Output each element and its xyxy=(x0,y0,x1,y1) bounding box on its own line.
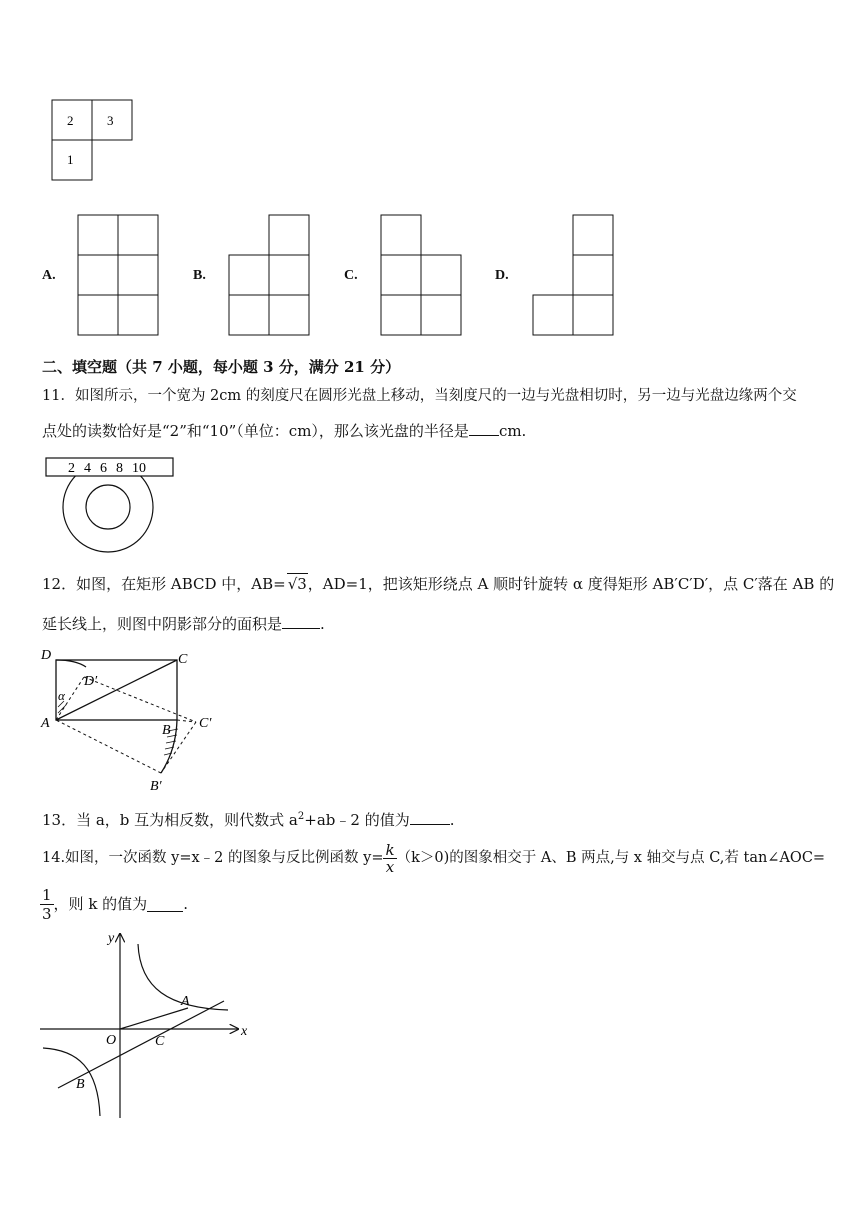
q14-line1-a: 14.如图，一次函数 y=x﹣2 的图象与反比例函数 y= xyxy=(42,850,384,866)
net-figure xyxy=(50,98,140,184)
ruler-label-8: 8 xyxy=(116,461,123,476)
q14-tan-fraction xyxy=(40,886,54,923)
option-a-figure xyxy=(76,213,162,339)
option-c-figure xyxy=(379,213,465,339)
q12-figure xyxy=(36,645,226,795)
q11-line1: 11．如图所示，一个宽为 2cm 的刻度尺在圆形光盘上移动，当刻度尺的一边与光盘相切时，另一边与光盘边缘两个交 xyxy=(42,388,797,404)
q13-line xyxy=(42,807,454,830)
net-cell-3: 3 xyxy=(107,113,114,128)
option-b-label: B. xyxy=(193,268,206,283)
label-D: D xyxy=(41,648,52,663)
label-B-prime: B′ xyxy=(150,779,162,794)
label-C: C xyxy=(155,1034,165,1049)
option-a-label: A. xyxy=(42,268,56,283)
q14-fraction-k-over-x xyxy=(383,842,396,875)
q13-text-b: +ab﹣2 的值为 xyxy=(304,811,410,829)
q13-end: . xyxy=(449,811,455,829)
net-cell-2: 2 xyxy=(67,113,74,128)
q14-line1-b: （k＞0)的图象相交于 A、B 两点,与 x 轴交与点 C,若 tan∠AOC= xyxy=(396,850,826,866)
q14-line1 xyxy=(42,836,825,880)
option-b-figure xyxy=(227,213,313,339)
q14-line2 xyxy=(40,882,188,926)
label-O: O xyxy=(106,1033,117,1048)
ruler-label-6: 6 xyxy=(100,461,107,476)
q12-line1-a: 12．如图，在矩形 ABCD 中，AB= xyxy=(42,575,286,593)
section-heading: 二、填空题（共 7 小题，每小题 3 分，满分 21 分） xyxy=(42,358,401,376)
q14-line2-end: . xyxy=(183,895,188,913)
q13-answer-blank[interactable] xyxy=(410,810,450,825)
linear-function-line xyxy=(58,1001,224,1088)
q14-line2-text: ，则 k 的值为 xyxy=(53,895,148,913)
q14-tan-den: 3 xyxy=(42,904,52,923)
q11-figure xyxy=(40,455,180,555)
label-y: y xyxy=(108,931,115,946)
q14-figure xyxy=(38,928,258,1124)
q12-line1-b: ，AD=1，把该矩形绕点 A 顺时针旋转 α 度得矩形 AB′C′D′，点 C′落在 AB 的 xyxy=(307,575,835,593)
q12-sqrt: √3 xyxy=(287,575,307,593)
label-D-prime: D′ xyxy=(84,674,98,689)
q11-line2-end: cm. xyxy=(498,422,527,440)
q12-line2-end: . xyxy=(320,615,325,633)
option-d-label: D. xyxy=(495,268,509,283)
q12-answer-blank[interactable] xyxy=(282,614,320,629)
q14-tan-num: 1 xyxy=(42,885,52,904)
q12-line2-text: 延长线上，则图中阴影部分的面积是 xyxy=(42,615,283,633)
label-A: A xyxy=(181,994,190,1009)
q13-superscript: 2 xyxy=(297,811,305,822)
label-B: B xyxy=(162,723,171,738)
ruler-label-4: 4 xyxy=(84,461,91,476)
q14-frac-num: k xyxy=(385,840,395,859)
q13-text-a: 13．当 a，b 互为相反数，则代数式 a xyxy=(42,811,298,829)
q12-sqrt-value: 3 xyxy=(297,575,307,593)
ruler-label-10: 10 xyxy=(132,461,146,476)
hyperbola-lower-branch xyxy=(43,1048,100,1116)
q12-line1 xyxy=(42,573,834,594)
label-C: C xyxy=(178,652,188,667)
q14-frac-den: x xyxy=(385,857,395,876)
label-C-prime: C′ xyxy=(199,716,212,731)
disc-inner-circle xyxy=(86,485,130,529)
ruler xyxy=(46,458,173,476)
net-cell-1: 1 xyxy=(67,152,74,167)
q12-line2 xyxy=(42,614,325,634)
label-B: B xyxy=(76,1077,85,1092)
label-alpha: α xyxy=(58,688,65,703)
q11-answer-blank[interactable] xyxy=(469,421,499,436)
q14-answer-blank[interactable] xyxy=(147,897,183,912)
ruler-label-2: 2 xyxy=(68,461,75,476)
option-c-label: C. xyxy=(344,268,358,283)
option-d-figure xyxy=(531,213,617,339)
label-x: x xyxy=(241,1024,248,1039)
q11-line2-text: 点处的读数恰好是“2”和“10”（单位：cm），那么该光盘的半径是 xyxy=(42,422,469,440)
q11-line2 xyxy=(42,421,526,441)
label-A: A xyxy=(41,716,50,731)
